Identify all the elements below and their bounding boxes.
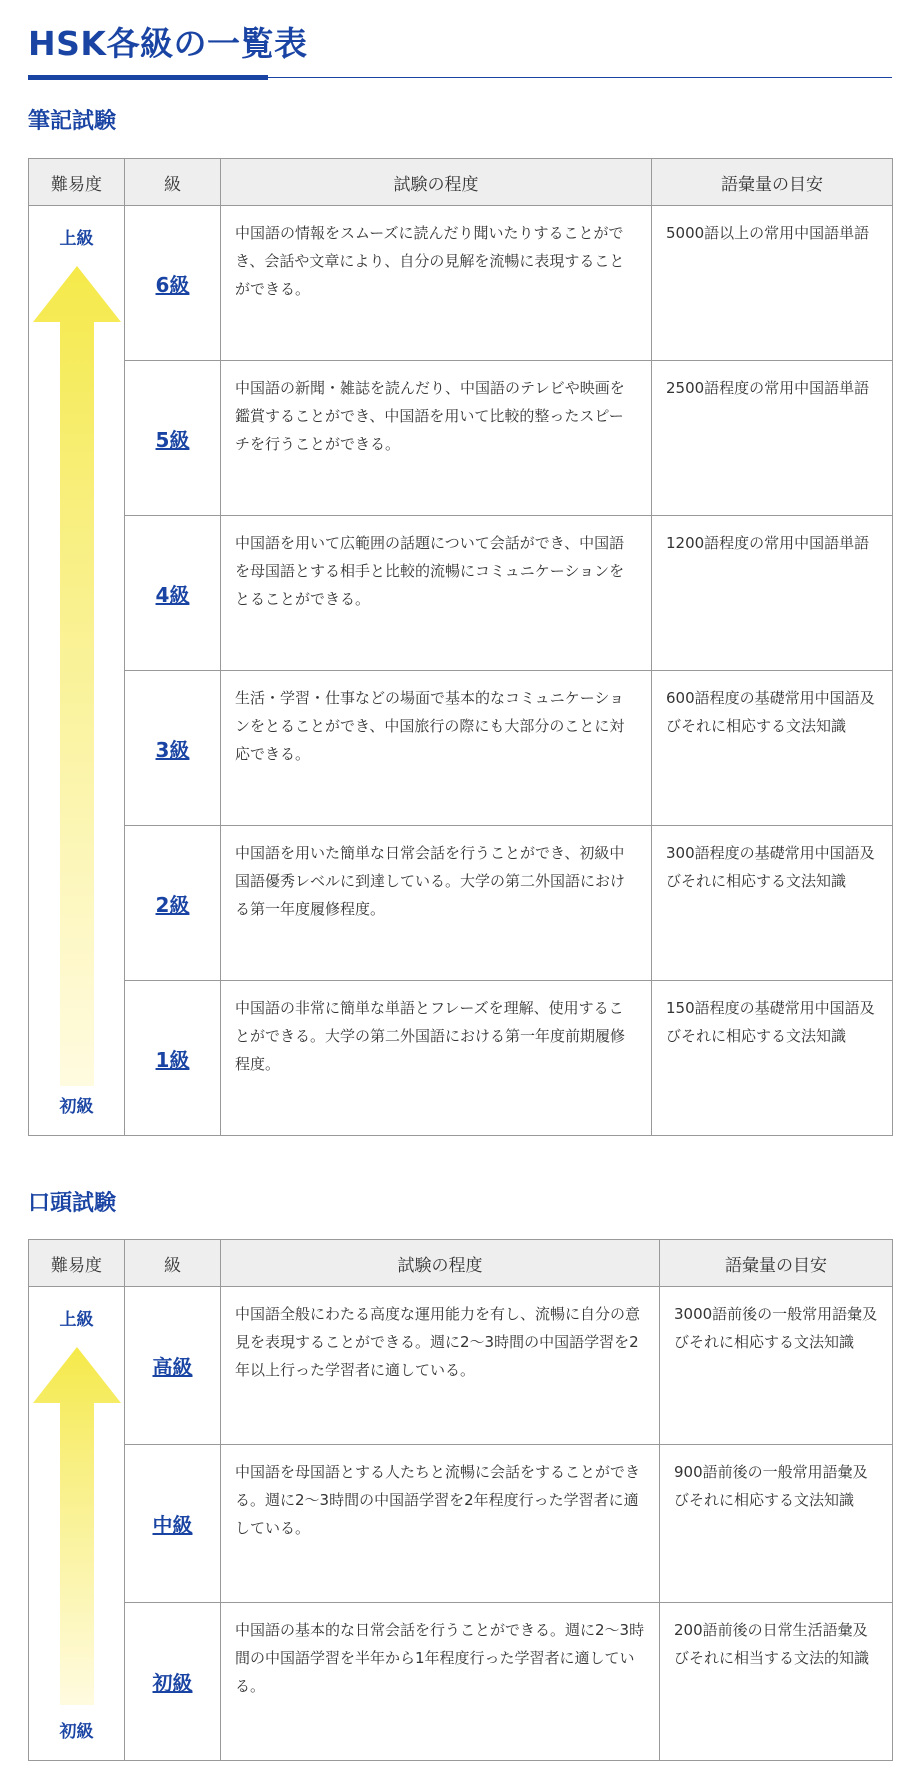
vocab-estimate: 5000語以上の常用中国語単語 [652, 206, 893, 361]
grade-cell [125, 206, 221, 361]
table-row [29, 671, 893, 826]
header-grade: 級 [125, 159, 221, 206]
header-difficulty: 難易度 [29, 159, 125, 206]
written-section-title: 筆記試験 [28, 109, 117, 134]
vocab-estimate: 600語程度の基礎常用中国語及びそれに相応する文法知識 [652, 671, 893, 826]
grade-link-4[interactable]: 4級 [155, 582, 190, 607]
header-vocab: 語彙量の目安 [652, 159, 893, 206]
vocab-estimate: 2500語程度の常用中国語単語 [652, 361, 893, 516]
vocab-estimate: 300語程度の基礎常用中国語及びそれに相応する文法知識 [652, 826, 893, 981]
grade-link-5[interactable]: 5級 [155, 427, 190, 452]
table-row [29, 1445, 893, 1603]
header-grade: 級 [125, 1240, 221, 1287]
oral-table [28, 1239, 893, 1761]
vocab-estimate: 1200語程度の常用中国語単語 [652, 516, 893, 671]
level-description: 中国語の情報をスムーズに読んだり聞いたりすることができ、会話や文章により、自分の見解を流暢に表現することができる。 [221, 206, 652, 361]
vocab-estimate: 150語程度の基礎常用中国語及びそれに相応する文法知識 [652, 981, 893, 1136]
difficulty-arrow-icon [31, 264, 123, 1086]
grade-cell [125, 1287, 221, 1445]
grade-link-1[interactable]: 1級 [155, 1047, 190, 1072]
table-row [29, 1287, 893, 1445]
level-description: 中国語全般にわたる高度な運用能力を有し、流暢に自分の意見を表現することができる。週に2〜3時間の中国語学習を2年以上行った学習者に適している。 [221, 1287, 660, 1445]
grade-cell [125, 1603, 221, 1761]
grade-link-2[interactable]: 2級 [155, 892, 190, 917]
table-row [29, 981, 893, 1136]
level-description: 中国語の基本的な日常会話を行うことができる。週に2〜3時間の中国語学習を半年から1年程度行った学習者に適している。 [221, 1603, 660, 1761]
grade-cell [125, 1445, 221, 1603]
level-description: 生活・学習・仕事などの場面で基本的なコミュニケーションをとることができ、中国旅行の際にも大部分のことに対応できる。 [221, 671, 652, 826]
header-difficulty: 難易度 [29, 1240, 125, 1287]
difficulty-scale [29, 206, 125, 1136]
header-level: 試験の程度 [221, 1240, 660, 1287]
difficulty-scale [29, 1287, 125, 1761]
written-table [28, 158, 893, 1136]
level-description: 中国語の新聞・雑誌を読んだり、中国語のテレビや映画を鑑賞することができ、中国語を用いて比較的整ったスピーチを行うことができる。 [221, 361, 652, 516]
oral-section-title: 口頭試験 [28, 1191, 117, 1216]
level-description: 中国語を用いて広範囲の話題について会話ができ、中国語を母国語とする相手と比較的流暢にコミュニケーションをとることができる。 [221, 516, 652, 671]
vocab-estimate: 200語前後の日常生活語彙及びそれに相当する文法的知識 [660, 1603, 893, 1761]
table-header-row [29, 159, 893, 206]
header-vocab: 語彙量の目安 [660, 1240, 893, 1287]
level-description: 中国語を用いた簡単な日常会話を行うことができ、初級中国語優秀レベルに到達している。大学の第二外国語における第一年度履修程度。 [221, 826, 652, 981]
grade-link-advanced[interactable]: 高級 [152, 1355, 193, 1379]
grade-link-6[interactable]: 6級 [155, 272, 190, 297]
title-underline-accent [28, 75, 268, 80]
level-description: 中国語を母国語とする人たちと流暢に会話をすることができる。週に2〜3時間の中国語学習を2年程度行った学習者に適している。 [221, 1445, 660, 1603]
difficulty-high-label: 上級 [59, 229, 94, 249]
table-row [29, 516, 893, 671]
table-row [29, 361, 893, 516]
difficulty-arrow-icon [31, 1345, 123, 1705]
grade-cell [125, 361, 221, 516]
grade-link-3[interactable]: 3級 [155, 737, 190, 762]
header-level: 試験の程度 [221, 159, 652, 206]
grade-cell [125, 981, 221, 1136]
table-row [29, 206, 893, 361]
difficulty-low-label: 初級 [59, 1097, 94, 1117]
page-title: HSK各級の一覧表 [28, 24, 308, 63]
grade-cell [125, 671, 221, 826]
vocab-estimate: 3000語前後の一般常用語彙及びそれに相応する文法知識 [660, 1287, 893, 1445]
table-row [29, 1603, 893, 1761]
grade-cell [125, 516, 221, 671]
grade-cell [125, 826, 221, 981]
grade-link-intermediate[interactable]: 中級 [152, 1513, 193, 1537]
grade-link-beginner[interactable]: 初級 [152, 1671, 193, 1695]
vocab-estimate: 900語前後の一般常用語彙及びそれに相応する文法知識 [660, 1445, 893, 1603]
table-header-row [29, 1240, 893, 1287]
difficulty-low-label: 初級 [59, 1722, 94, 1742]
level-description: 中国語の非常に簡単な単語とフレーズを理解、使用することができる。大学の第二外国語における第一年度前期履修程度。 [221, 981, 652, 1136]
difficulty-high-label: 上級 [59, 1310, 94, 1330]
table-row [29, 826, 893, 981]
